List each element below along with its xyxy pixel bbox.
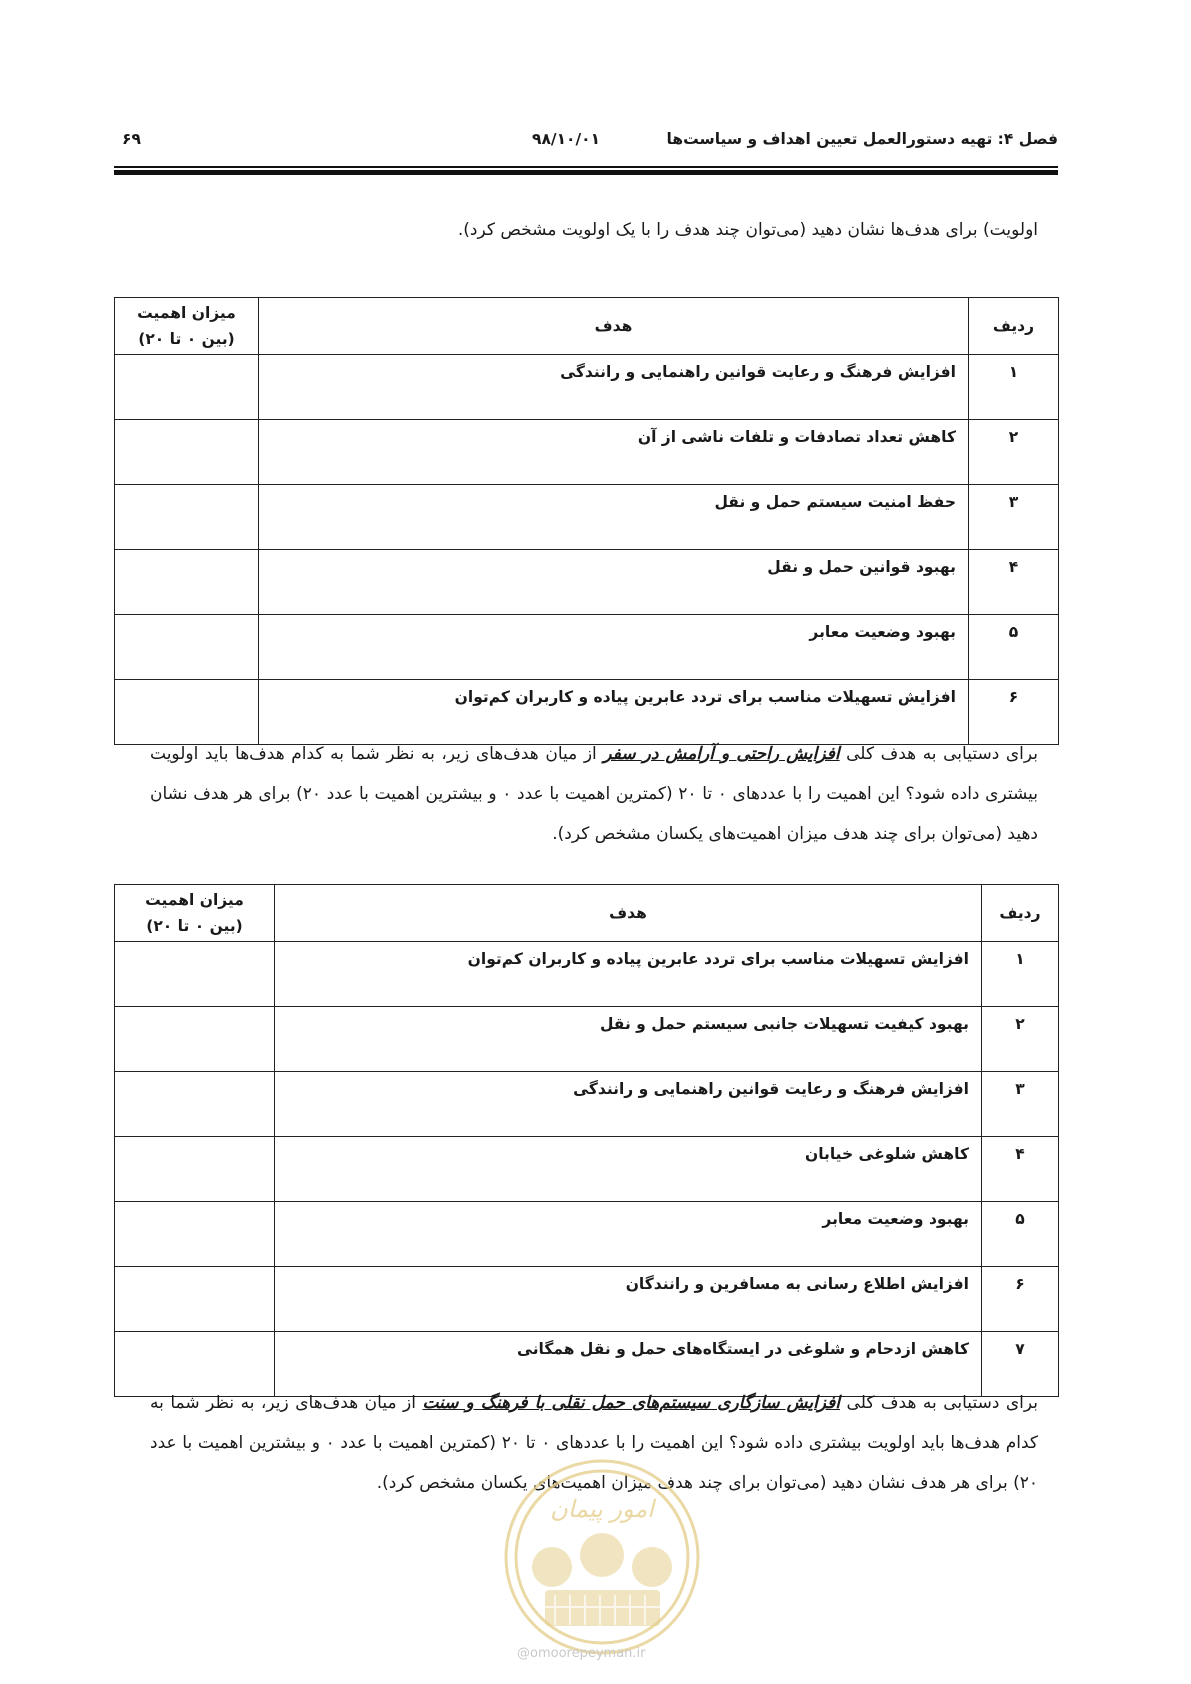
watermark-url: @omoorepeyman.ir (517, 1646, 646, 1661)
table-header-row (115, 298, 1059, 355)
general-goal-emphasis: افزایش راحتی و آرامش در سفر (603, 744, 840, 764)
header-rule-thin (114, 166, 1058, 168)
handshake-icon (580, 1533, 624, 1577)
importance-range: (بین ۰ تا ۲۰) (138, 330, 235, 348)
importance-label: میزان اهمیت (145, 891, 244, 909)
column-header-row-number: ردیف (982, 885, 1059, 942)
table-row (115, 420, 1059, 485)
importance-input-cell[interactable] (115, 1267, 275, 1332)
goal-text: کاهش شلوغی خیابان (275, 1137, 982, 1202)
ship-icon (632, 1547, 672, 1587)
table-row (115, 1202, 1059, 1267)
goal-text: کاهش تعداد تصادفات و تلفات ناشی از آن (259, 420, 969, 485)
importance-input-cell[interactable] (115, 1137, 275, 1202)
row-number: ۱ (982, 942, 1059, 1007)
goal-text: افزایش تسهیلات مناسب برای تردد عابرین پیاده و کاربران کم‌توان (275, 942, 982, 1007)
column-header-row-number: ردیف (969, 298, 1059, 355)
watermark-logo-text: امور پیمان (550, 1495, 654, 1523)
row-number: ۴ (969, 550, 1059, 615)
table-row (115, 1137, 1059, 1202)
paragraph-text: از میان هدف‌های زیر، به نظر شما به کدام هدف‌ها باید اولویت بیشتری داده شود؟ این اهمیت را با عددهای ۰ تا ۲۰ (کمترین اهمیت با عدد ۰ و بیشترین اهمیت با عدد ۲۰) برای هر هدف نشان دهید (می‌توان برای چند هدف میزان اهمیت‌های یکسان مشخص کرد). (150, 744, 1038, 844)
row-number: ۴ (982, 1137, 1059, 1202)
row-number: ۲ (982, 1007, 1059, 1072)
importance-input-cell[interactable] (115, 615, 259, 680)
table-row (115, 1007, 1059, 1072)
row-number: ۷ (982, 1332, 1059, 1397)
column-header-goal: هدف (259, 298, 969, 355)
goal-text: بهبود وضعیت معابر (275, 1202, 982, 1267)
goal-text: افزایش فرهنگ و رعایت قوانین راهنمایی و رانندگی (259, 355, 969, 420)
table-row (115, 485, 1059, 550)
goal-text: افزایش فرهنگ و رعایت قوانین راهنمایی و رانندگی (275, 1072, 982, 1137)
paragraph-text: برای دستیابی به هدف کلی (840, 1393, 1039, 1413)
row-number: ۶ (982, 1267, 1059, 1332)
table-row (115, 550, 1059, 615)
row-number: ۳ (982, 1072, 1059, 1137)
goal-paragraph-2 (150, 734, 1038, 854)
goal-text: حفظ امنیت سیستم حمل و نقل (259, 485, 969, 550)
importance-input-cell[interactable] (115, 942, 275, 1007)
header-rule-thick (114, 170, 1058, 175)
table-row (115, 615, 1059, 680)
goal-text: کاهش ازدحام و شلوغی در ایستگاه‌های حمل و نقل همگانی (275, 1332, 982, 1397)
row-number: ۵ (969, 615, 1059, 680)
row-number: ۶ (969, 680, 1059, 745)
header-date: ۹۸/۱۰/۰۱ (532, 130, 601, 148)
general-goal-emphasis: افزایش سازگاری سیستم‌های حمل نقلی با فرهنگ و سنت (422, 1393, 841, 1413)
importance-label: میزان اهمیت (137, 304, 236, 322)
importance-input-cell[interactable] (115, 1072, 275, 1137)
paragraph-text: از میان هدف‌های زیر، به نظر شما به کدام هدف‌ها باید اولویت بیشتری داده شود؟ این اهمیت را با عددهای ۰ تا ۲۰ (کمترین اهمیت با عدد ۰ و بیشترین اهمیت با عدد ۲۰) برای هر هدف نشان دهید (می‌توان برای چند هدف میزان اهمیت‌های یکسان مشخص کرد). (150, 1393, 1038, 1493)
row-number: ۱ (969, 355, 1059, 420)
chapter-title: فصل ۴: تهیه دستورالعمل تعیین اهداف و سیاست‌ها (666, 130, 1058, 148)
column-header-goal: هدف (275, 885, 982, 942)
goal-text: بهبود کیفیت تسهیلات جانبی سیستم حمل و نقل (275, 1007, 982, 1072)
paragraph-text: برای دستیابی به هدف کلی (839, 744, 1038, 764)
importance-input-cell[interactable] (115, 485, 259, 550)
row-number: ۵ (982, 1202, 1059, 1267)
goal-text: افزایش اطلاع رسانی به مسافرین و رانندگان (275, 1267, 982, 1332)
goals-table-2 (114, 884, 1059, 1397)
table-row (115, 942, 1059, 1007)
importance-input-cell[interactable] (115, 355, 259, 420)
watermark-logo (500, 1455, 705, 1660)
table-row (115, 355, 1059, 420)
importance-input-cell[interactable] (115, 420, 259, 485)
importance-input-cell[interactable] (115, 1202, 275, 1267)
column-header-importance (115, 298, 259, 355)
column-header-importance (115, 885, 275, 942)
table-row (115, 1267, 1059, 1332)
importance-range: (بین ۰ تا ۲۰) (146, 917, 243, 935)
table-header-row (115, 885, 1059, 942)
page-number: ۶۹ (122, 130, 141, 148)
goals-table-1 (114, 297, 1059, 745)
importance-input-cell[interactable] (115, 550, 259, 615)
page-header (114, 130, 1058, 154)
scales-icon (532, 1547, 572, 1587)
importance-input-cell[interactable] (115, 1007, 275, 1072)
row-number: ۲ (969, 420, 1059, 485)
goal-text: بهبود وضعیت معابر (259, 615, 969, 680)
intro-paragraph: اولویت) برای هدف‌ها نشان دهید (می‌توان چند هدف را با یک اولویت مشخص کرد). (457, 220, 1038, 240)
goal-text: بهبود قوانین حمل و نقل (259, 550, 969, 615)
row-number: ۳ (969, 485, 1059, 550)
table-row (115, 1072, 1059, 1137)
goal-text: افزایش تسهیلات مناسب برای تردد عابرین پیاده و کاربران کم‌توان (259, 680, 969, 745)
